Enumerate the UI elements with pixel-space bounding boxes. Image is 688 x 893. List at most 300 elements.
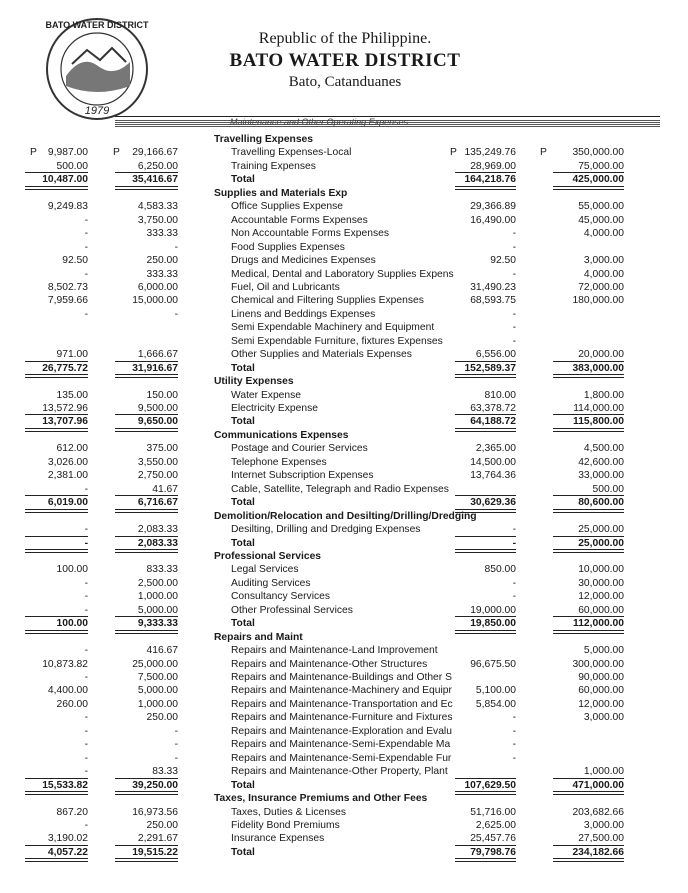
col3-value: - bbox=[512, 537, 516, 549]
col3-value: 2,365.00 bbox=[475, 443, 516, 455]
category-label: Demolition/Relocation and Desilting/Drilling/Dredging bbox=[214, 510, 477, 522]
subtotal-rule bbox=[115, 414, 178, 415]
col1-value: 92.50 bbox=[62, 255, 88, 267]
header-district-name: BATO WATER DISTRICT bbox=[229, 50, 461, 71]
item-label: Taxes, Duties & Licenses bbox=[231, 806, 347, 818]
col4-value: 471,000.00 bbox=[572, 779, 624, 791]
col2-value: 83.33 bbox=[152, 766, 178, 778]
subtotal-rule bbox=[25, 778, 88, 779]
col2-value: 5,000.00 bbox=[137, 685, 178, 697]
col1-value: 971.00 bbox=[56, 349, 88, 361]
item-label: Accountable Forms Expenses bbox=[231, 214, 368, 226]
col3-value: 13,764.36 bbox=[470, 470, 516, 482]
col3-value: - bbox=[512, 752, 516, 764]
col1-value: 26,775.72 bbox=[42, 362, 88, 374]
col3-value: 28,969.00 bbox=[470, 160, 516, 172]
col3-value: 850.00 bbox=[484, 564, 516, 576]
col2-value: 31,916.67 bbox=[132, 362, 178, 374]
col3-value: 96,675.50 bbox=[470, 658, 516, 670]
col2-value: 2,083.33 bbox=[137, 524, 178, 536]
col1-value: - bbox=[84, 712, 88, 724]
item-label: Fidelity Bond Premiums bbox=[231, 819, 340, 831]
col4-value: 80,600.00 bbox=[578, 497, 624, 509]
col2-value: 1,000.00 bbox=[137, 698, 178, 710]
col2-value: 25,000.00 bbox=[132, 658, 178, 670]
total-double-rule bbox=[553, 858, 624, 862]
col2-value: - bbox=[174, 241, 178, 253]
col3-value: 25,457.76 bbox=[470, 833, 516, 845]
expense-row bbox=[0, 671, 688, 685]
col3-value: 135,249.76 bbox=[464, 147, 516, 159]
col1-value: 4,057.22 bbox=[47, 846, 88, 858]
item-label: Semi Expendable Machinery and Equipment bbox=[231, 322, 435, 334]
col4-value: 1,000.00 bbox=[583, 766, 624, 778]
col2-value: 9,333.33 bbox=[137, 618, 178, 630]
subtotal-rule bbox=[115, 361, 178, 362]
total-double-rule bbox=[455, 858, 516, 862]
expense-row bbox=[0, 644, 688, 658]
col2-value: 150.00 bbox=[146, 389, 178, 401]
expense-row bbox=[0, 563, 688, 577]
subtotal-rule bbox=[25, 172, 88, 173]
col1-value: 9,987.00 bbox=[47, 147, 88, 159]
col2-value: - bbox=[174, 725, 178, 737]
col4-value: 25,000.00 bbox=[578, 524, 624, 536]
expense-row bbox=[0, 241, 688, 255]
col1-value: - bbox=[84, 752, 88, 764]
col1-value: - bbox=[84, 645, 88, 657]
subtotal-rule bbox=[553, 172, 624, 173]
col2-value: 5,000.00 bbox=[137, 604, 178, 616]
col1-value: 13,707.96 bbox=[42, 416, 88, 428]
col3-value: 152,589.37 bbox=[464, 362, 516, 374]
col3-value: - bbox=[512, 712, 516, 724]
expense-row bbox=[0, 711, 688, 725]
expense-row bbox=[0, 725, 688, 739]
expense-row bbox=[0, 200, 688, 214]
item-label: Repairs and Maintenance-Other Structures bbox=[231, 658, 428, 670]
item-label: Total bbox=[231, 174, 255, 186]
currency-symbol: P bbox=[540, 147, 547, 159]
col1-value: 500.00 bbox=[56, 160, 88, 172]
item-label: Consultancy Services bbox=[231, 591, 331, 603]
expense-row bbox=[0, 214, 688, 228]
col3-value: 29,366.89 bbox=[470, 201, 516, 213]
expense-row bbox=[0, 577, 688, 591]
col3-value: 92.50 bbox=[490, 255, 516, 267]
col2-value: - bbox=[174, 308, 178, 320]
subtotal-rule bbox=[115, 845, 178, 846]
col1-value: 13,572.96 bbox=[42, 403, 88, 414]
col2-value: 2,291.67 bbox=[137, 833, 178, 845]
item-label: Semi Expendable Furniture, fixtures Expenses bbox=[231, 335, 443, 347]
col4-value: 30,000.00 bbox=[578, 577, 624, 589]
subtotal-rule bbox=[553, 778, 624, 779]
item-label: Repairs and Maintenance-Land Improvement bbox=[231, 645, 438, 657]
col1-value: 3,026.00 bbox=[47, 456, 88, 468]
item-label: Fuel, Oil and Lubricants bbox=[231, 281, 340, 293]
col4-value: 12,000.00 bbox=[578, 591, 624, 603]
col3-value: - bbox=[512, 524, 516, 536]
category-heading bbox=[0, 631, 688, 645]
category-label: Communications Expenses bbox=[214, 429, 349, 441]
col1-value: - bbox=[84, 577, 88, 589]
subtotal-rule bbox=[115, 495, 178, 496]
expense-row bbox=[0, 281, 688, 295]
subtotal-rule bbox=[553, 414, 624, 415]
subtotal-rule bbox=[553, 616, 624, 617]
item-label: Cable, Satellite, Telegraph and Radio Expenses bbox=[231, 483, 449, 495]
expense-row bbox=[0, 738, 688, 752]
col4-value: 5,000.00 bbox=[583, 645, 624, 657]
col4-value: 72,000.00 bbox=[578, 281, 624, 293]
col1-value: - bbox=[84, 228, 88, 240]
header-republic: Republic of the Philippine. bbox=[258, 30, 432, 47]
category-heading bbox=[0, 510, 688, 524]
subtotal-rule bbox=[115, 778, 178, 779]
item-label: Auditing Services bbox=[231, 577, 311, 589]
item-label: Total bbox=[231, 779, 255, 791]
item-label: Repairs and Maintenance-Buildings and Other S bbox=[231, 672, 452, 683]
subtotal-rule bbox=[455, 845, 516, 846]
item-label: Travelling Expenses-Local bbox=[231, 147, 352, 159]
col2-value: 2,750.00 bbox=[137, 470, 178, 482]
expense-row bbox=[0, 684, 688, 698]
col1-value: - bbox=[84, 819, 88, 831]
subtotal-rule bbox=[455, 536, 516, 537]
subtotal-rule bbox=[115, 172, 178, 173]
category-heading bbox=[0, 187, 688, 201]
col1-value: 260.00 bbox=[56, 698, 88, 710]
col2-value: 6,000.00 bbox=[137, 281, 178, 293]
subtotal-rule bbox=[25, 414, 88, 415]
col1-value: 100.00 bbox=[56, 618, 88, 630]
expense-row bbox=[0, 268, 688, 282]
col1-value: 100.00 bbox=[56, 564, 88, 576]
col4-value: 180,000.00 bbox=[572, 295, 624, 307]
item-label: Total bbox=[231, 362, 255, 374]
expense-row bbox=[0, 146, 688, 160]
item-label: Water Expense bbox=[231, 389, 302, 401]
col4-value: 10,000.00 bbox=[578, 564, 624, 576]
item-label: Total bbox=[231, 497, 255, 509]
col2-value: 3,750.00 bbox=[137, 214, 178, 226]
col3-value: - bbox=[512, 725, 516, 737]
col2-value: 375.00 bbox=[146, 443, 178, 455]
col4-value: 25,000.00 bbox=[578, 537, 624, 549]
subtotal-rule bbox=[455, 361, 516, 362]
col4-value: 4,000.00 bbox=[583, 268, 624, 280]
col2-value: 4,583.33 bbox=[137, 201, 178, 213]
col4-value: 45,000.00 bbox=[578, 214, 624, 226]
expense-row bbox=[0, 254, 688, 268]
category-heading bbox=[0, 792, 688, 806]
col4-value: 12,000.00 bbox=[578, 698, 624, 710]
col4-value: 60,000.00 bbox=[578, 685, 624, 697]
item-label: Total bbox=[231, 537, 255, 549]
subtotal-rule bbox=[455, 414, 516, 415]
subtotal-rule bbox=[25, 616, 88, 617]
col4-value: 3,000.00 bbox=[583, 255, 624, 267]
col2-value: 250.00 bbox=[146, 255, 178, 267]
col1-value: 867.20 bbox=[56, 806, 88, 818]
col2-value: 6,250.00 bbox=[137, 160, 178, 172]
item-label: Drugs and Medicines Expenses bbox=[231, 255, 376, 267]
currency-symbol: P bbox=[30, 147, 37, 159]
col1-value: 10,873.82 bbox=[42, 658, 88, 670]
item-label: Repairs and Maintenance-Exploration and Evalu bbox=[231, 725, 452, 737]
col3-value: 2,625.00 bbox=[475, 819, 516, 831]
item-label: Other Professinal Services bbox=[231, 604, 353, 616]
category-label: Supplies and Materials Exp bbox=[214, 187, 348, 199]
category-heading bbox=[0, 375, 688, 389]
col4-value: 3,000.00 bbox=[583, 819, 624, 831]
col1-value: - bbox=[84, 672, 88, 683]
item-label: Other Supplies and Materials Expenses bbox=[231, 349, 412, 361]
col4-value: 203,682.66 bbox=[572, 806, 624, 818]
col3-value: 164,218.76 bbox=[464, 174, 516, 186]
col2-value: 15,000.00 bbox=[132, 295, 178, 307]
item-label: Internet Subscription Expenses bbox=[231, 470, 374, 482]
col1-value: - bbox=[84, 537, 88, 549]
subtotal-rule bbox=[455, 616, 516, 617]
item-label: Repairs and Maintenance-Furniture and Fixtures bbox=[231, 712, 453, 724]
col1-value: - bbox=[84, 268, 88, 280]
section-title: Maintenance and Other Operating Expenses: bbox=[230, 117, 411, 127]
col2-value: 41.67 bbox=[152, 483, 178, 495]
col3-value: - bbox=[512, 739, 516, 751]
col2-value: 250.00 bbox=[146, 712, 178, 724]
item-label: Chemical and Filtering Supplies Expenses bbox=[231, 295, 424, 307]
col3-value: 63,378.72 bbox=[470, 403, 516, 414]
total-double-rule bbox=[25, 858, 88, 862]
item-label: Telephone Expenses bbox=[231, 456, 327, 468]
col3-value: 68,593.75 bbox=[470, 295, 516, 307]
col2-value: 2,083.33 bbox=[137, 537, 178, 549]
currency-symbol: P bbox=[450, 147, 457, 159]
subtotal-rule bbox=[115, 536, 178, 537]
col4-value: 27,500.00 bbox=[578, 833, 624, 845]
col3-value: 31,490.23 bbox=[470, 281, 516, 293]
col1-value: 8,502.73 bbox=[47, 281, 88, 293]
col3-value: - bbox=[512, 228, 516, 240]
col4-value: 55,000.00 bbox=[578, 201, 624, 213]
col2-value: 9,500.00 bbox=[137, 403, 178, 414]
col4-value: 4,000.00 bbox=[583, 228, 624, 240]
col1-value: - bbox=[84, 739, 88, 751]
item-label: Repairs and Maintenance-Other Property, Plant bbox=[231, 766, 448, 778]
col3-value: 16,490.00 bbox=[470, 214, 516, 226]
expense-row bbox=[0, 308, 688, 322]
col2-value: 6,716.67 bbox=[137, 497, 178, 509]
subtotal-rule bbox=[553, 495, 624, 496]
col4-value: 350,000.00 bbox=[572, 147, 624, 159]
col1-value: 15,533.82 bbox=[42, 779, 88, 791]
col4-value: 33,000.00 bbox=[578, 470, 624, 482]
col2-value: 416.67 bbox=[146, 645, 178, 657]
category-label: Professional Services bbox=[214, 550, 322, 562]
col2-value: 7,500.00 bbox=[137, 672, 178, 683]
item-label: Electricity Expense bbox=[231, 403, 318, 414]
col3-value: - bbox=[512, 268, 516, 280]
col3-value: 6,556.00 bbox=[475, 349, 516, 361]
expense-row bbox=[0, 294, 688, 308]
expense-row bbox=[0, 456, 688, 470]
expense-row bbox=[0, 442, 688, 456]
col3-value: - bbox=[512, 335, 516, 347]
subtotal-rule bbox=[115, 616, 178, 617]
col3-value: 19,850.00 bbox=[470, 618, 516, 630]
item-label: Repairs and Maintenance-Transportation and Ec bbox=[231, 698, 453, 710]
col4-value: 425,000.00 bbox=[572, 174, 624, 186]
col4-value: 234,182.66 bbox=[572, 846, 624, 858]
expense-row bbox=[0, 335, 688, 349]
col1-value: - bbox=[84, 604, 88, 616]
expense-row bbox=[0, 227, 688, 241]
col1-value: 612.00 bbox=[56, 443, 88, 455]
col3-value: 51,716.00 bbox=[470, 806, 516, 818]
category-label: Utility Expenses bbox=[214, 376, 294, 388]
col2-value: 2,500.00 bbox=[137, 577, 178, 589]
col2-value: 35,416.67 bbox=[132, 174, 178, 186]
col1-value: 6,019.00 bbox=[47, 497, 88, 509]
header-location: Bato, Catanduanes bbox=[288, 74, 402, 90]
col3-value: 30,629.36 bbox=[470, 497, 516, 509]
category-heading bbox=[0, 550, 688, 564]
expense-row bbox=[0, 806, 688, 820]
col4-value: 114,000.00 bbox=[573, 403, 624, 414]
col1-value: - bbox=[84, 214, 88, 226]
col1-value: 2,381.00 bbox=[47, 470, 88, 482]
col2-value: 3,550.00 bbox=[137, 456, 178, 468]
col3-value: 107,629.50 bbox=[464, 779, 516, 791]
col3-value: - bbox=[512, 322, 516, 334]
col2-value: - bbox=[174, 739, 178, 751]
col4-value: 42,600.00 bbox=[578, 456, 624, 468]
subtotal-rule bbox=[25, 495, 88, 496]
col3-value: 19,000.00 bbox=[470, 604, 516, 616]
col2-value: 16,973.56 bbox=[132, 806, 178, 818]
col4-value: 115,800.00 bbox=[573, 416, 624, 428]
col3-value: - bbox=[512, 308, 516, 320]
col2-value: 333.33 bbox=[146, 268, 178, 280]
col4-value: 112,000.00 bbox=[573, 618, 624, 630]
col1-value: 135.00 bbox=[56, 389, 88, 401]
category-heading bbox=[0, 429, 688, 443]
subtotal-rule bbox=[455, 495, 516, 496]
col2-value: 39,250.00 bbox=[132, 779, 178, 791]
col2-value: 9,650.00 bbox=[137, 416, 178, 428]
col1-value: 7,959.66 bbox=[47, 295, 88, 307]
item-label: Total bbox=[231, 846, 255, 858]
item-label: Repairs and Maintenance-Machinery and Equipr bbox=[231, 685, 452, 697]
category-label: Travelling Expenses bbox=[214, 134, 314, 145]
col3-value: - bbox=[512, 591, 516, 603]
subtotal-rule bbox=[455, 172, 516, 173]
subtotal-rule bbox=[455, 778, 516, 779]
col3-value: - bbox=[512, 241, 516, 253]
col1-value: - bbox=[84, 725, 88, 737]
item-label: Legal Services bbox=[231, 564, 299, 576]
col1-value: 9,249.83 bbox=[47, 201, 88, 213]
bato-water-district-seal bbox=[42, 14, 152, 124]
expense-row bbox=[0, 389, 688, 403]
item-label: Postage and Courier Services bbox=[231, 443, 368, 455]
category-label: Taxes, Insurance Premiums and Other Fees bbox=[214, 793, 428, 805]
col4-value: 300,000.00 bbox=[572, 658, 624, 670]
expense-row bbox=[0, 658, 688, 672]
col4-value: 4,500.00 bbox=[583, 443, 624, 455]
col3-value: 5,854.00 bbox=[475, 698, 516, 710]
seal-text: BATO WATER DISTRICT bbox=[45, 20, 149, 30]
item-label: Linens and Beddings Expenses bbox=[231, 308, 376, 320]
currency-symbol: P bbox=[113, 147, 120, 159]
col3-value: 5,100.00 bbox=[475, 685, 516, 697]
col1-value: - bbox=[84, 483, 88, 495]
col2-value: 1,666.67 bbox=[137, 349, 178, 361]
item-label: Training Expenses bbox=[231, 160, 316, 172]
item-label: Total bbox=[231, 416, 255, 428]
col2-value: 333.33 bbox=[146, 228, 178, 240]
subtotal-rule bbox=[553, 845, 624, 846]
col3-value: 810.00 bbox=[484, 389, 516, 401]
col3-value: - bbox=[512, 577, 516, 589]
expense-row bbox=[0, 819, 688, 833]
col3-value: 79,798.76 bbox=[470, 846, 516, 858]
col4-value: 20,000.00 bbox=[578, 349, 624, 361]
item-label: Food Supplies Expenses bbox=[231, 241, 345, 253]
item-label: Medical, Dental and Laboratory Supplies Expens bbox=[231, 268, 454, 280]
item-label: Repairs and Maintenance-Semi-Expendable Fur bbox=[231, 752, 452, 764]
item-label: Repairs and Maintenance-Semi-Expendable Ma bbox=[231, 739, 451, 751]
subtotal-rule bbox=[553, 536, 624, 537]
col3-value: 14,500.00 bbox=[470, 456, 516, 468]
item-label: Total bbox=[231, 618, 255, 630]
subtotal-rule bbox=[25, 361, 88, 362]
item-label: Insurance Expenses bbox=[231, 833, 325, 845]
total-double-rule bbox=[115, 858, 178, 862]
col3-value: 64,188.72 bbox=[470, 416, 516, 428]
expense-row bbox=[0, 752, 688, 766]
col1-value: - bbox=[84, 241, 88, 253]
col1-value: 4,400.00 bbox=[47, 685, 88, 697]
col4-value: 500.00 bbox=[592, 483, 624, 495]
subtotal-rule bbox=[553, 361, 624, 362]
col1-value: - bbox=[84, 524, 88, 536]
col2-value: 250.00 bbox=[146, 819, 178, 831]
col2-value: 833.33 bbox=[146, 564, 178, 576]
subtotal-rule bbox=[25, 536, 88, 537]
col4-value: 90,000.00 bbox=[578, 672, 624, 683]
col4-value: 3,000.00 bbox=[583, 712, 624, 724]
item-label: Non Accountable Forms Expenses bbox=[231, 228, 389, 240]
col2-value: 1,000.00 bbox=[137, 591, 178, 603]
col1-value: 3,190.02 bbox=[47, 833, 88, 845]
subtotal-rule bbox=[25, 845, 88, 846]
seal-year: 1979 bbox=[84, 105, 110, 117]
item-label: Office Supplies Expense bbox=[231, 201, 343, 213]
col1-value: - bbox=[84, 766, 88, 778]
category-heading bbox=[0, 133, 688, 147]
col2-value: - bbox=[174, 752, 178, 764]
col1-value: - bbox=[84, 308, 88, 320]
item-label: Desilting, Drilling and Dredging Expenses bbox=[231, 524, 421, 536]
col1-value: - bbox=[84, 591, 88, 603]
col1-value: 10,487.00 bbox=[42, 174, 88, 186]
expense-row bbox=[0, 469, 688, 483]
col2-value: 19,515.22 bbox=[132, 846, 178, 858]
expense-row bbox=[0, 590, 688, 604]
